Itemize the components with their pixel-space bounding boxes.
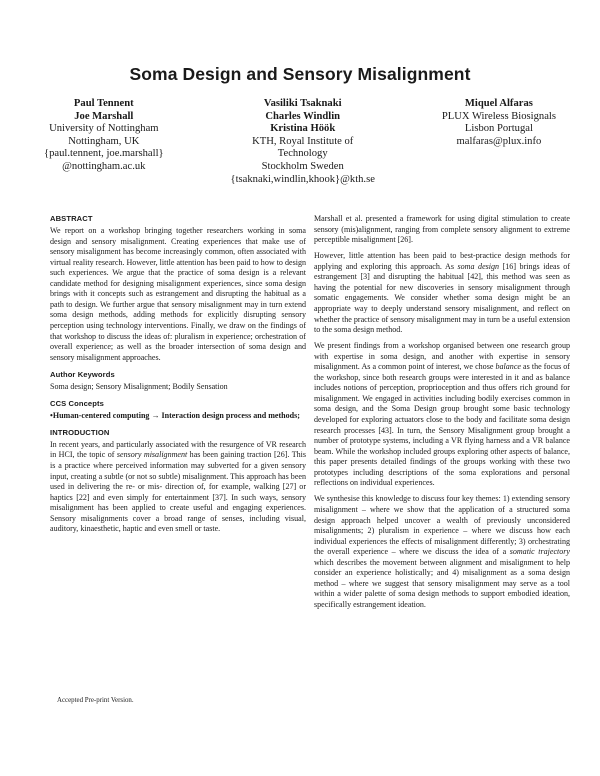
email-line: {tsaknaki,windlin,khook}@kth.se <box>230 173 375 185</box>
body-paragraph: We synthesise this knowledge to discuss four key themes: 1) extending sensory misalignment – where we show that the application of a structured soma design approach helped uncover a wealth of previously unconsidered misalignments; 2) pluralism in experience – where we discuss how each individual experiences the effects of misalignment differently; 3) orchestrating the overall experience – where we discuss the idea of a somatic trajectory which describes the movement between alignment and misalignment to help consider an experience holistically; and 4) misalignment as a soma design method – where we suggest that sensory misalignment may serve as a tool within a wider palette of soma design methods to support embodied ideation, specifically estrangement ideation. <box>314 494 571 609</box>
author-block <box>44 98 556 186</box>
affiliation-line: University of Nottingham <box>49 123 159 135</box>
email-line: @nottingham.ac.uk <box>62 160 146 172</box>
author-name: Vasiliki Tsaknaki <box>263 98 342 109</box>
introduction-heading: INTRODUCTION <box>50 427 110 437</box>
author-group-kth <box>231 98 375 186</box>
author-group-nottingham <box>44 98 164 186</box>
ccs-text: •Human-centered computing → Interaction design process and methods; <box>50 410 300 420</box>
affiliation-line: Stockholm Sweden <box>261 160 344 172</box>
body-paragraph: We present findings from a workshop organised between one research group with expertise in soma design, and another with expertise in sensory misalignment. As a common point of interest, we chose balance as the focus of the workshop, since both research groups were interested in it and as balance includes notions of perception, proprioception and thus offers rich ground for misalignment. We engaged in activities including bodily exercises common in soma design, and the Soma Design group brought some basic technology developed for exploring actuators close to the body and facilitate soma design research processes [43]. In turn, the Sensory Misalignment group brought a number of prototype systems, including a VR flying harness and a VR balance beam. While the workshop included groups exploring other aspects of balance, this paper presents detailed findings of the groups working with these two prototypes including descriptions of the soma explorations and personal reflections on individual experiences. <box>314 341 570 488</box>
introduction-paragraph: In recent years, and particularly associated with the resurgence of VR research in HCI, the topic of sensory misalignment has been gaining traction [26]. This is a practice where perceived information may subverted for a given sensory input, creating a subtle (or not so subtle) misalignment. This approach has been used in delivering the re- or mis- direction of, for example, walking [27] or haptics [22] and even simply for entertainment [37]. In such ways, sensory misalignment has been applied to create useful and engaging experiences. Sensory misalignments cover a broad range of senses, including visual, auditory, kinaesthetic, haptic and even smell or taste. <box>50 439 306 534</box>
right-column <box>314 214 570 616</box>
keywords-heading: Author Keywords <box>50 369 115 379</box>
affiliation-line: Lisbon Portugal <box>464 123 533 135</box>
ccs-heading: CCS Concepts <box>50 398 104 408</box>
emphasis-term: soma design <box>457 261 500 271</box>
affiliation-line: Technology <box>277 148 328 160</box>
author-name: Joe Marshall <box>74 110 134 122</box>
email-line: malfaras@plux.info <box>456 135 542 147</box>
emphasis-term: balance <box>495 362 521 372</box>
body-paragraph: Marshall et al. presented a framework for using digital stimulation to create sensory (mis)alignment, ranging from complete sensory alignment to extreme perceptible misalignment [26]. <box>314 214 570 245</box>
affiliation-line: KTH, Royal Institute of <box>252 135 354 147</box>
body-paragraph: However, little attention has been paid to best-practice design methods for applying and exploring this approach. As soma design [16] brings ideas of estrangement [3] and disrupting the habitual [42], this method was seen as having the potential for new discoveries in sensory misalignment through somatic engagements. We consider whether soma design might be an appropriate way to deeply understand sensory misalignment, and reflect on whether the practice of sensory misalignment may in turn be a useful extension to the soma design method. <box>314 251 570 335</box>
author-group-plux <box>442 98 556 186</box>
affiliation-line: Nottingham, UK <box>68 135 140 147</box>
left-column <box>50 214 306 540</box>
affiliation-line: PLUX Wireless Biosignals <box>441 110 556 122</box>
emphasis-term: sensory misalignment <box>116 450 188 460</box>
emphasis-term: somatic trajectory <box>509 547 571 557</box>
preprint-footer: Accepted Pre-print Version. <box>57 697 134 704</box>
author-name: Kristina Höök <box>270 123 336 135</box>
keywords-text: Soma design; Sensory Misalignment; Bodily Sensation <box>50 381 228 391</box>
author-name: Miquel Alfaras <box>464 98 533 109</box>
paper-title: Soma Design and Sensory Misalignment <box>129 64 471 84</box>
author-name: Charles Windlin <box>265 110 341 122</box>
abstract-text: We report on a workshop bringing together researchers working in soma design and sensory misalignment. Creating experiences that make use of sensory misalignment has become increasingly common, often associated with virtual reality research. However, little attention has been paid to how to design such experiences. We argue that the practice of soma design is a relevant candidate method for designing misalignment experiences, since soma design brings with it concepts such as estrangement and disrupting the habitual as a path to design. We further argue that sensory misalignment may in turn extend soma design methods, adding methods for explicitly disrupting sensory perception using technology interventions. Finally, we draw on the findings of that workshop to discuss the ideas of: pluralism in experience; orchestration of overall experience; as well as the broader intersection of soma design and sensory misalignment approaches. <box>50 226 306 362</box>
abstract-heading: ABSTRACT <box>50 214 93 223</box>
author-name: Paul Tennent <box>73 98 134 109</box>
email-line: {paul.tennent, joe.marshall} <box>44 148 164 160</box>
